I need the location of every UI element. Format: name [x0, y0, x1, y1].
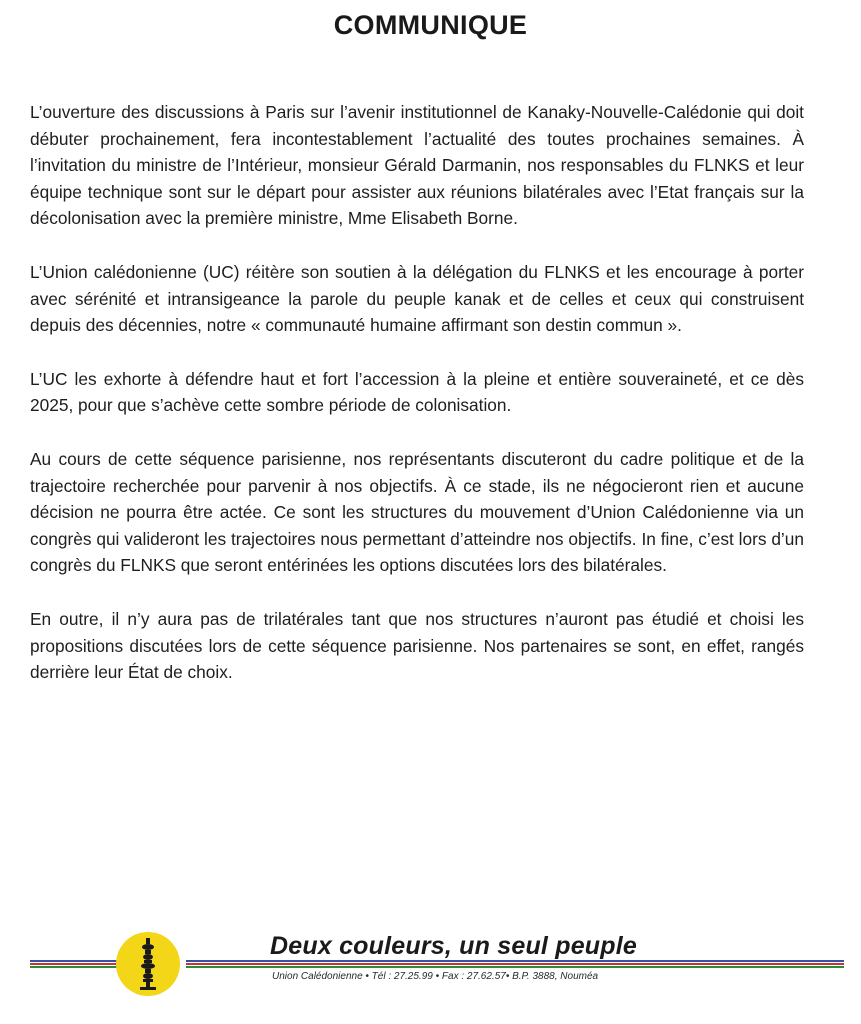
paragraph-4: Au cours de cette séquence parisienne, nos représentants discuteront du cadre politique et de la trajectoire recherchée pour parvenir à nos objectifs. À ce stade, ils ne négocieront rien et aucune décision ne pourra être actée. Ce sont les structures du mouvement d’Union Calédonienne via un congrès qui valideront les trajectoires nous permettant d’atteindre nos objectifs. In fine, c’est lors d’un congrès du FLNKS que seront entérinées les options discutées lors des bilatérales.: [30, 448, 804, 576]
tricolor-stripe-right: [186, 960, 844, 969]
document-body: [30, 99, 804, 713]
tricolor-stripe-left: [30, 960, 118, 969]
document-title: COMMUNIQUE: [333, 10, 528, 40]
paragraph-1: L’ouverture des discussions à Paris sur l’avenir institutionnel de Kanaky-Nouvelle-Calédonie qui doit débuter prochainement, fera incontestablement l’actualité des toutes prochaines semaines. À l’invitation du ministre de l’Intérieur, monsieur Gérald Darmanin, nos responsables du FLNKS et leur équipe technique sont sur le départ pour assister aux réunions bilatérales avec l’Etat français sur la décolonisation avec la première ministre, Mme Elisabeth Borne.: [30, 102, 804, 229]
paragraph-2: L’Union calédonienne (UC) réitère son soutien à la délégation du FLNKS et les encourage à porter avec sérénité et intransigeance la parole du peuple kanak et de celles et ceux qui construisent depuis des décennies, notre « communauté humaine affirmant son destin commun ».: [30, 261, 804, 336]
fleche-faitiere-emblem-icon: [116, 932, 180, 996]
contact-details: Union Calédonienne • Tél : 27.25.99 • Fax : 27.62.57• B.P. 3888, Nouméa: [272, 971, 599, 982]
paragraph-3: L’UC les exhorte à défendre haut et fort l’accession à la pleine et entière souveraineté, et ce dès 2025, pour que s’achève cette sombre période de colonisation.: [30, 368, 804, 416]
letterhead-footer: [0, 920, 861, 1024]
paragraph-5: En outre, il n’y aura pas de trilatérales tant que nos structures n’auront pas étudié et choisi les propositions discutées lors de cette séquence parisienne. Nos partenaires se sont, en effet, rangés derrière leur État de choix.: [30, 608, 804, 683]
party-slogan: Deux couleurs, un seul peuple: [270, 932, 637, 960]
